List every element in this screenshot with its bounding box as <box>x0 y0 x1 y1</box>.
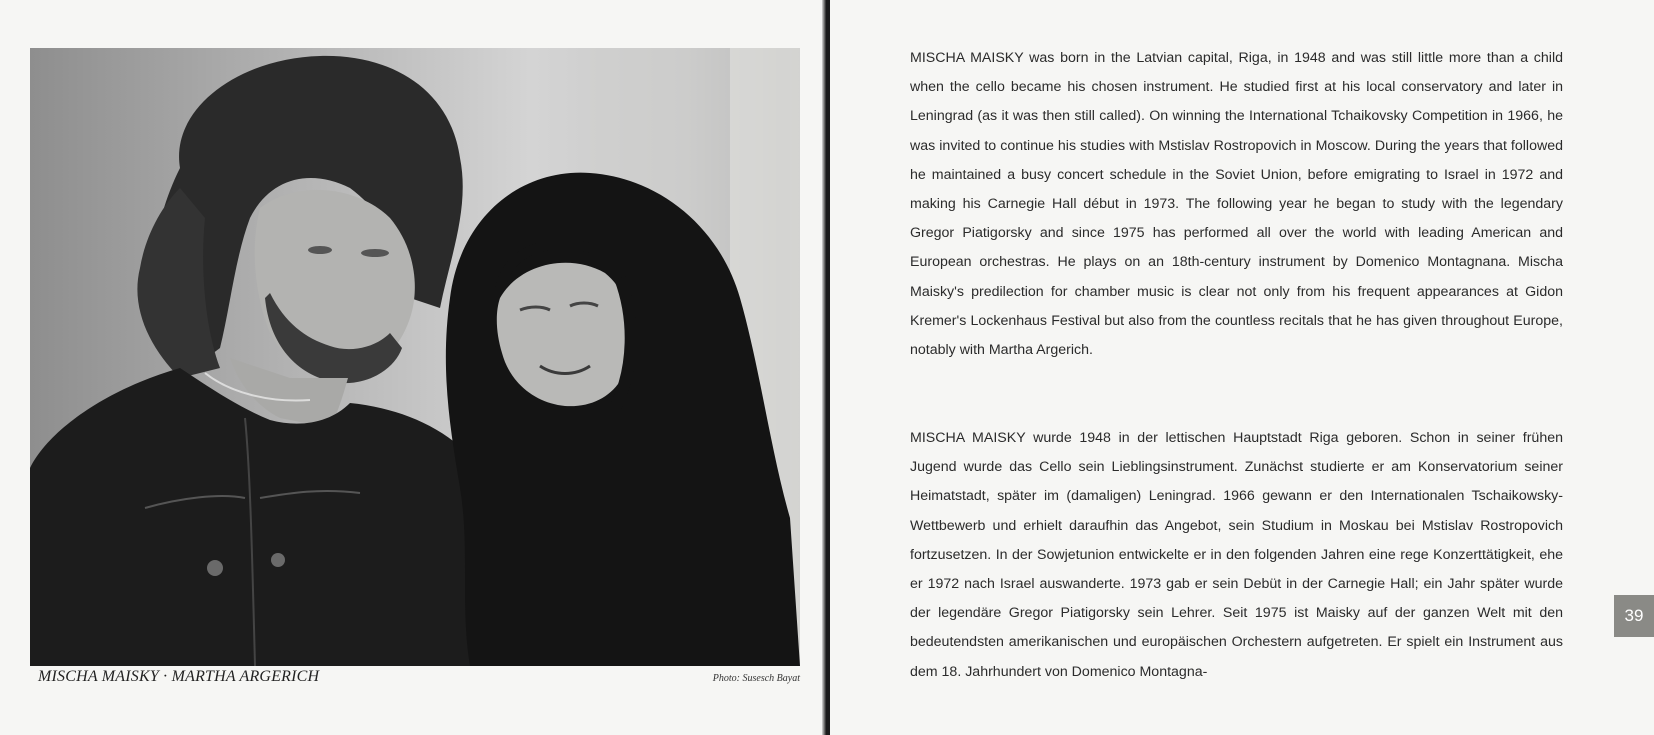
portrait-photo <box>30 48 800 666</box>
photo-caption: MISCHA MAISKY · MARTHA ARGERICH <box>38 668 320 685</box>
photo-credit: Photo: Susesch Bayat <box>712 673 800 684</box>
left-page <box>0 0 826 735</box>
biography-german: MISCHA MAISKY wurde 1948 in der lettischen Hauptstadt Riga geboren. Schon in seiner frühen Jugend wurde das Cello sein Lieblingsinstrument. Zunächst studierte er am Konservatorium seiner Heimatstadt, später im (damaligen) Leningrad. 1966 gewann er den Internationalen Tschaikowsky-Wettbewerb und erhielt daraufhin das Angebot, sein Studium in Moskau bei Mstislav Rostropovich fortzusetzen. In der Sowjetunion entwickelte er in den folgenden Jahren eine rege Konzerttätigkeit, ehe er 1972 nach Israel auswanderte. 1973 gab er sein Debüt in der Carnegie Hall; ein Jahr später wurde der legendäre Gregor Piatigorsky sein Lehrer. Seit 1975 ist Maisky auf der ganzen Welt mit den bedeutendsten amerikanischen und europäischen Orchestern aufgetreten. Er spielt ein Instrument aus dem 18. Jahrhundert von Domenico Montagna- <box>910 430 1563 680</box>
page-number: 39 <box>1614 595 1654 637</box>
portrait-illustration <box>30 48 800 666</box>
biography-english: MISCHA MAISKY was born in the Latvian capital, Riga, in 1948 and was still little more than a child when the cello became his chosen instrument. He studied first at his local conservatory and later in Leningrad (as it was then still called). On winning the International Tchaikovsky Competition in 1966, he was invited to continue his studies with Mstislav Rostropovich in Moscow. During the years that followed he maintained a busy concert schedule in the Soviet Union, before emigrating to Israel in 1972 and making his Carnegie Hall début in 1973. The following year he began to study with the legendary Gregor Piatigorsky and since 1975 has performed all over the world with leading American and European orchestras. He plays on an 18th-century instrument by Domenico Montagnana. Mischa Maisky's predilection for chamber music is clear not only from his frequent appearances at Gidon Kremer's Lockenhaus Festival but also from the countless recitals that he has given throughout Europe, notably with Martha Argerich. <box>910 50 1563 359</box>
